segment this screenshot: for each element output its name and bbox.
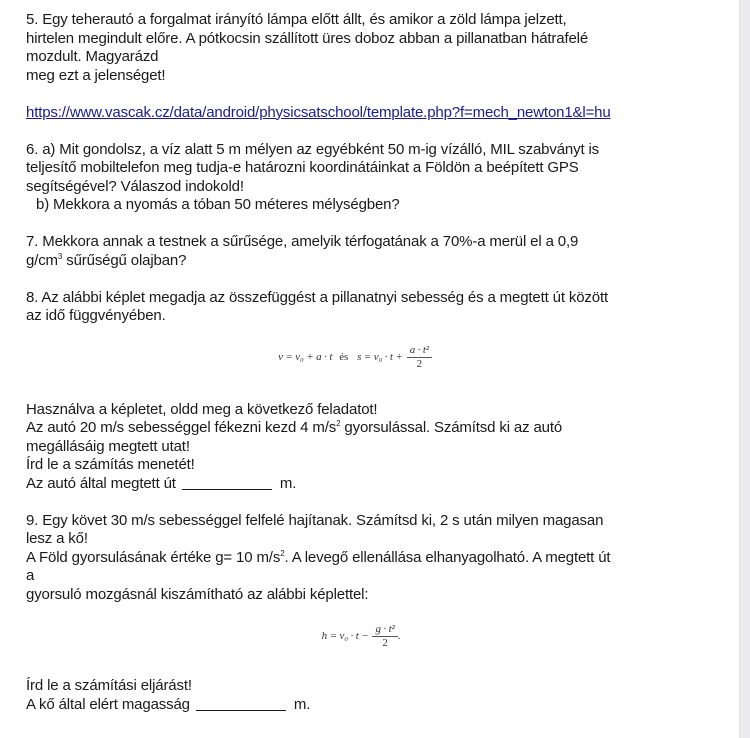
simulation-link[interactable]: https://www.vascak.cz/data/android/physicsatschool/template.php?f=mech_newton1&l=hu — [26, 103, 611, 121]
fraction-numerator: g · t² — [372, 623, 397, 637]
q7-line-1: 7. Mekkora annak a testnek a sűrűsége, amelyik térfogatának a 70%-a merül el a 0,9 — [26, 233, 579, 250]
velocity-formula: v = v₀ + a · t — [278, 350, 333, 363]
spacer — [26, 122, 716, 141]
question-8 — [26, 289, 716, 494]
fraction-denominator: 2 — [416, 357, 422, 370]
q8-answer-line — [26, 475, 716, 494]
height-formula-lhs: h = v₀ · t − — [321, 629, 369, 642]
spacer — [26, 85, 716, 104]
formula-period: . — [397, 629, 401, 642]
q7-unit: g/cm — [26, 251, 58, 269]
q8-answer-unit: m. — [279, 474, 297, 492]
q8-task-line-2 — [26, 419, 716, 438]
q9-g-exponent: 2 — [280, 548, 285, 558]
q8-acceleration-exponent: 2 — [336, 419, 341, 428]
q9-line-3 — [26, 549, 716, 568]
question-9 — [26, 512, 716, 715]
q6-part-b: b) Mekkora a nyomás a tóban 50 méteres mélységben? — [36, 196, 400, 213]
q9-answer-unit: m. — [293, 695, 311, 713]
q8-task-line-4: Írd le a számítás menetét! — [26, 456, 195, 473]
scrollbar-track[interactable] — [739, 0, 750, 738]
q6-line-3: segítségével? Válaszod indokold! — [26, 177, 244, 195]
height-formula — [6, 616, 716, 656]
fraction-denominator: 2 — [382, 636, 388, 649]
spacer — [26, 493, 716, 512]
q8-line-1: 8. Az alábbi képlet megadja az összefüggést a pillanatnyi sebesség és a megtett út között — [26, 288, 609, 306]
formula-connector: és — [339, 350, 349, 363]
q8-answer-label: Az autó által megtett út — [26, 474, 176, 492]
distance-fraction — [407, 344, 432, 371]
q8-task-line-1: Használva a képletet, oldd meg a következő feladatot! — [26, 400, 378, 418]
q8-task-line-2-a: Az autó 20 m/s sebességgel fékezni kezd 4 m/s — [26, 419, 337, 436]
fraction-numerator: a · t² — [407, 344, 432, 358]
q5-line-3: mozdult. Magyarázd — [26, 48, 159, 65]
q9-line-3-a: A Föld gyorsulásának értéke g= 10 m/s — [26, 548, 281, 566]
q9-answer-blank[interactable] — [196, 696, 286, 711]
height-fraction — [372, 623, 397, 650]
spacer — [26, 656, 716, 677]
spacer — [26, 270, 716, 289]
q9-line-5: gyorsuló mozgásnál kiszámítható az alábbi képlettel: — [26, 585, 369, 603]
q9-line-4: a — [26, 567, 35, 584]
q7-line-2 — [26, 252, 716, 271]
q9-line-3-b: . A levegő ellenállása elhanyagolható. A megtett út — [284, 548, 611, 566]
question-6 — [26, 141, 716, 215]
q5-line-2: hirtelen megindult előre. A pótkocsin szállított üres doboz abban a pillanatban hátrafelé — [26, 29, 589, 47]
spacer — [26, 215, 716, 234]
q6-line-2: teljesítő mobiltelefon meg tudja-e határozni koordinátáinkat a Földön a beépített GPS — [26, 159, 579, 176]
q9-task-line-1: Írd le a számítási eljárást! — [26, 677, 192, 694]
q7-line-2-rest: sűrűségű olajban? — [62, 251, 187, 269]
q9-answer-label: A kő által elért magasság — [26, 695, 190, 713]
q7-unit-exponent: 3 — [57, 251, 63, 261]
q8-task-line-2-b: gyorsulással. Számítsd ki az autó — [340, 419, 563, 436]
q8-line-2: az idő függvényében. — [26, 307, 166, 324]
spacer — [26, 376, 716, 401]
question-7 — [26, 233, 716, 270]
kinematics-formula — [0, 339, 716, 376]
q5-line-4: meg ezt a jelenséget! — [26, 66, 166, 84]
q8-task-line-3: megállásáig megtett utat! — [26, 437, 190, 455]
q9-answer-line — [26, 696, 716, 715]
document-content — [26, 11, 716, 714]
distance-formula: s = v₀ · t + — [357, 350, 403, 363]
question-5 — [26, 11, 716, 122]
q6-line-1: 6. a) Mit gondolsz, a víz alatt 5 m mélyen az egyébként 50 m-ig vízálló, MIL szabványt is — [26, 140, 600, 158]
q9-line-1: 9. Egy követ 30 m/s sebességgel felfelé hajítanak. Számítsd ki, 2 s után milyen magasan — [26, 511, 604, 529]
q9-line-2: lesz a kő! — [26, 530, 88, 547]
q8-answer-blank[interactable] — [182, 475, 272, 490]
q5-line-1: 5. Egy teherautó a forgalmat irányító lámpa előtt állt, és amikor a zöld lámpa jelzett, — [26, 11, 567, 28]
